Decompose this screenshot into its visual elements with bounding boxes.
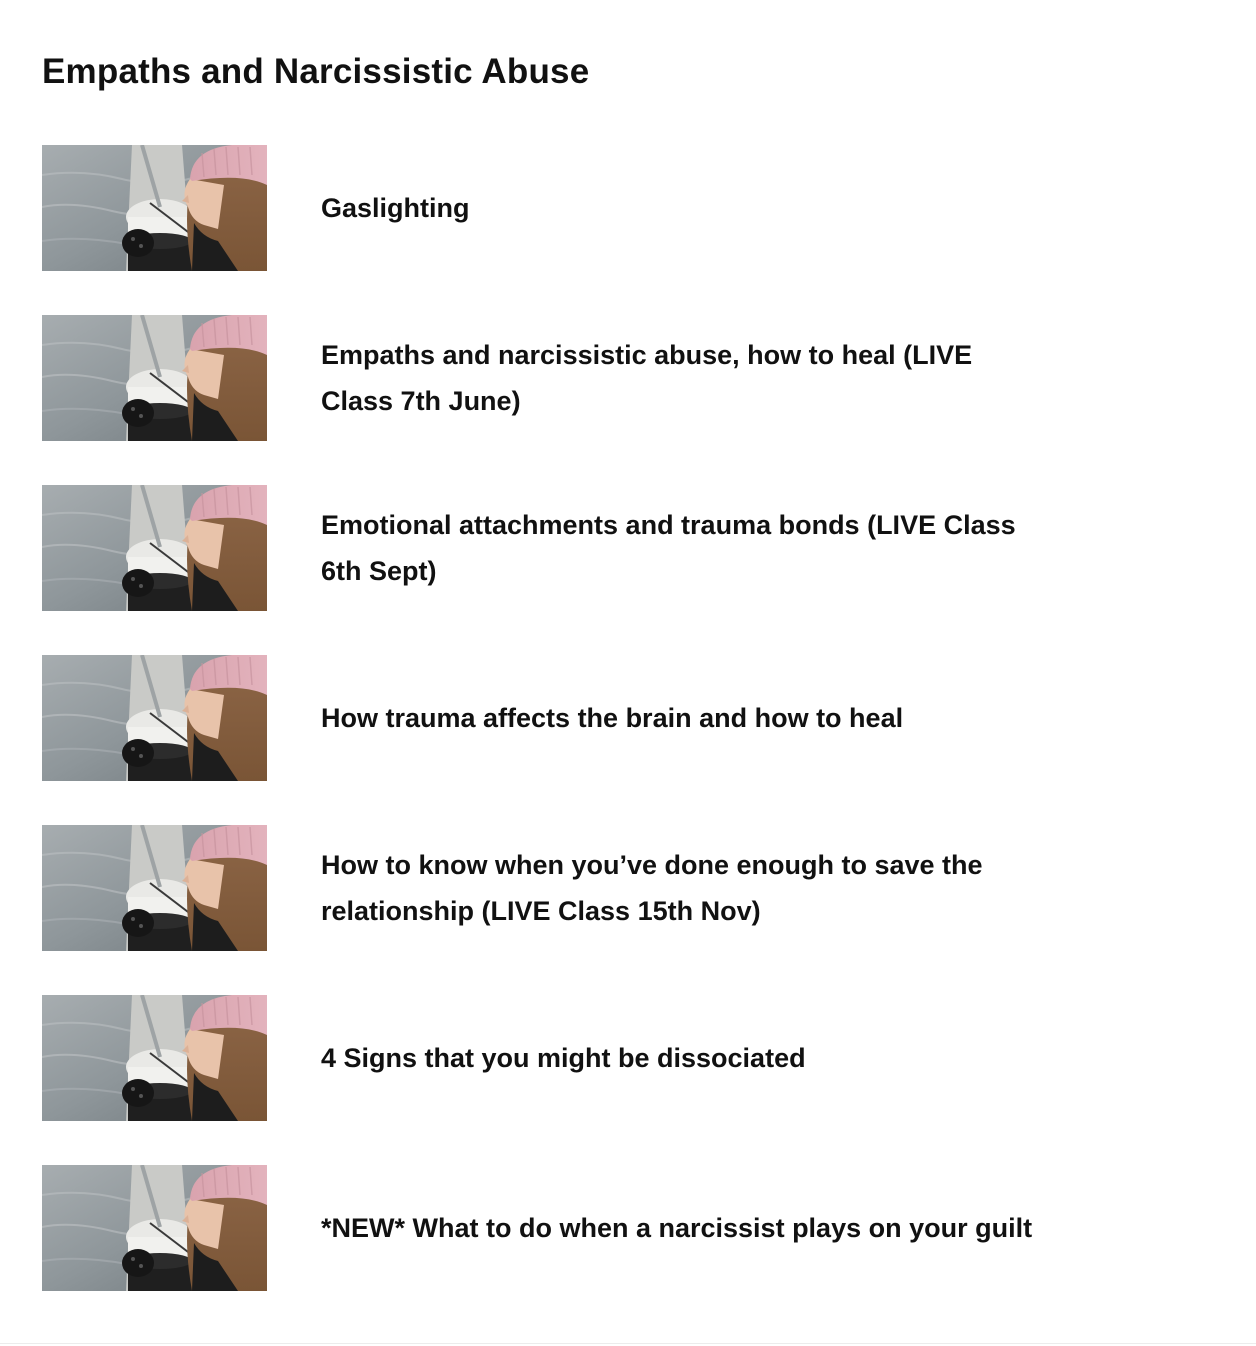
thumbnail-photo-icon: [42, 485, 267, 611]
course-title[interactable]: How trauma affects the brain and how to heal: [321, 703, 904, 733]
thumbnail-photo-icon: [42, 655, 267, 781]
course-item[interactable]: [42, 145, 1222, 271]
course-title[interactable]: Empaths and narcissistic abuse, how to heal (LIVE Class 7th June): [321, 340, 973, 416]
course-item[interactable]: [42, 485, 1222, 611]
thumbnail-photo-icon: [42, 995, 267, 1121]
course-item[interactable]: [42, 315, 1222, 441]
thumbnail-photo-icon: [42, 1165, 267, 1291]
thumbnail-photo-icon: [42, 315, 267, 441]
course-title[interactable]: Gaslighting: [321, 193, 470, 223]
course-item[interactable]: [42, 995, 1222, 1121]
course-thumbnail[interactable]: [42, 655, 267, 781]
course-item[interactable]: [42, 1165, 1222, 1291]
course-title[interactable]: How to know when you’ve done enough to save the relationship (LIVE Class 15th Nov): [321, 850, 983, 926]
course-list: [42, 145, 1222, 1291]
course-thumbnail[interactable]: [42, 145, 267, 271]
course-thumbnail[interactable]: [42, 315, 267, 441]
thumbnail-photo-icon: [42, 825, 267, 951]
course-thumbnail[interactable]: [42, 995, 267, 1121]
course-thumbnail[interactable]: [42, 485, 267, 611]
course-title[interactable]: *NEW* What to do when a narcissist plays on your guilt: [321, 1213, 1033, 1243]
bottom-divider: [0, 1343, 1256, 1344]
course-thumbnail[interactable]: [42, 825, 267, 951]
course-title[interactable]: 4 Signs that you might be dissociated: [321, 1043, 806, 1073]
course-item[interactable]: [42, 825, 1222, 951]
course-item[interactable]: [42, 655, 1222, 781]
section-title: Empaths and Narcissistic Abuse: [42, 52, 590, 91]
thumbnail-photo-icon: [42, 145, 267, 271]
course-thumbnail[interactable]: [42, 1165, 267, 1291]
course-title[interactable]: Emotional attachments and trauma bonds (LIVE Class 6th Sept): [321, 510, 1016, 586]
